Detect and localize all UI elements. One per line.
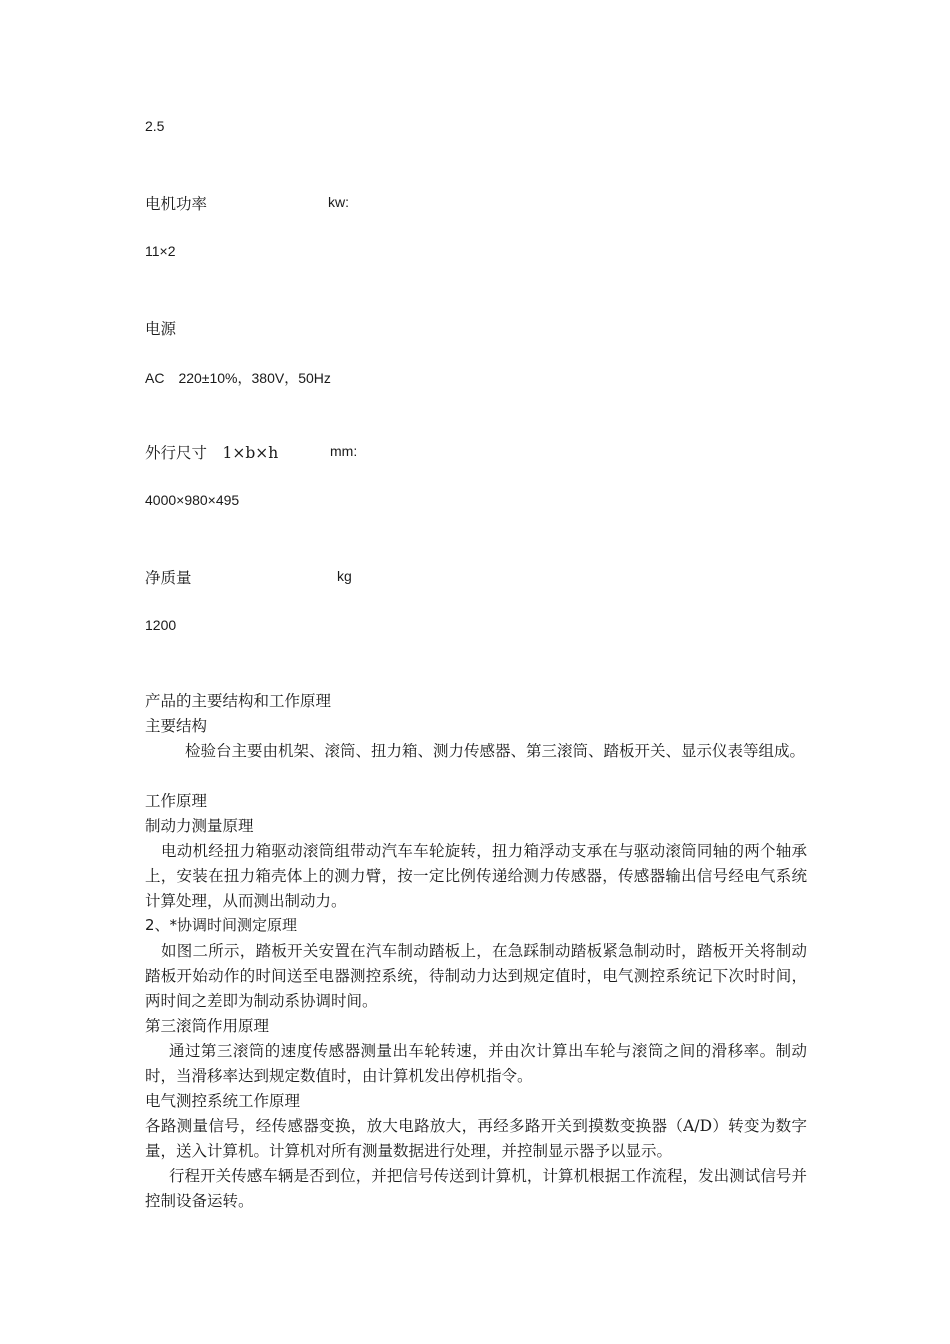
dimensions-label: 外行尺寸 1×b×h <box>145 444 279 462</box>
subheading-electrical-control: 电气测控系统工作原理 <box>145 1092 301 1110</box>
spec-value-2-5: 2.5 <box>145 118 165 134</box>
subheading-working-principle: 工作原理 <box>145 792 208 810</box>
subheading-coordination-time: 2、*协调时间测定原理 <box>145 916 298 934</box>
dimensions-value: 4000×980×495 <box>145 492 240 508</box>
subheading-third-roller: 第三滚筒作用原理 <box>145 1017 270 1035</box>
paragraph-electrical-control-2: 行程开关传感车辆是否到位，并把信号传送到计算机，计算机根据工作流程，发出测试信号并控制设备运转。 <box>145 1167 807 1210</box>
paragraph-coordination-time: 如图二所示，踏板开关安置在汽车制动踏板上，在急踩制动踏板紧急制动时，踏板开关将制动踏板开始动作的时间送至电器测控系统，待制动力达到规定值时，电气测控系统记下次时时间，两时间之差即为制动系协调时间。 <box>145 942 807 1010</box>
power-supply-value: AC 220±10%，380V，50Hz <box>145 370 331 386</box>
motor-power-value: 11×2 <box>145 243 176 259</box>
section-heading-structure-principle: 产品的主要结构和工作原理 <box>145 692 332 710</box>
dimensions-unit: mm: <box>330 443 358 459</box>
paragraph-electrical-control-1: 各路测量信号，经传感器变换，放大电路放大，再经多路开关到摸数变换器（A/D）转变为数字量，送入计算机。计算机对所有测量数据进行处理，并控制显示器予以显示。 <box>145 1117 807 1160</box>
net-mass-value: 1200 <box>145 617 177 633</box>
paragraph-third-roller: 通过第三滚筒的速度传感器测量出车轮转速，并由次计算出车轮与滚筒之间的滑移率。制动时，当滑移率达到规定数值时，由计算机发出停机指令。 <box>145 1042 807 1085</box>
subheading-main-structure: 主要结构 <box>145 717 208 735</box>
power-supply-label: 电源 <box>145 320 177 338</box>
subheading-brake-force: 制动力测量原理 <box>145 817 254 835</box>
net-mass-label: 净质量 <box>145 569 192 587</box>
motor-power-unit: kw: <box>328 194 349 210</box>
paragraph-main-structure: 检验台主要由机架、滚筒、扭力箱、测力传感器、第三滚筒、踏板开关、显示仪表等组成。 <box>185 742 806 760</box>
net-mass-unit: kg <box>337 568 352 584</box>
motor-power-label: 电机功率 <box>145 195 208 213</box>
paragraph-brake-force: 电动机经扭力箱驱动滚筒组带动汽车车轮旋转，扭力箱浮动支承在与驱动滚筒同轴的两个轴承上，安装在扭力箱壳体上的测力臂，按一定比例传递给测力传感器，传感器输出信号经电气系统计算处理，从而测出制动力。 <box>145 842 807 910</box>
